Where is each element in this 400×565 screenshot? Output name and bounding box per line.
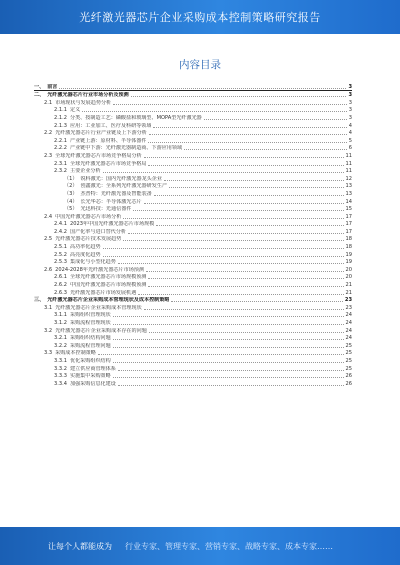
toc-entry-title: 分类、按制造工艺：磷酸盐和玻璃型、MOPA型光纤激光器: [69, 114, 202, 121]
toc-entry-page: 3: [348, 107, 352, 114]
toc-entry-page: 3: [348, 99, 352, 106]
toc-entry-page: 6: [348, 145, 352, 152]
toc-entry[interactable]: [34, 205, 352, 213]
toc-entry-page: 17: [345, 221, 352, 228]
toc-entry-page: 25: [345, 357, 352, 364]
toc-leader-dots: [156, 225, 343, 226]
toc-entry-title: 光迅科技：光通信器件: [80, 206, 132, 213]
toc-entry-number: 2.6.3: [54, 289, 67, 296]
toc-entry-page: 24: [345, 327, 352, 334]
toc-entry[interactable]: [34, 379, 352, 387]
toc-entry-number: 3.2: [44, 327, 53, 334]
toc-entry-title: 光纤激光器芯片行业市场分析及预测: [47, 92, 129, 99]
toc-leader-dots: [144, 309, 344, 310]
toc-entry-page: 26: [345, 380, 352, 387]
toc-leader-dots: [128, 233, 344, 234]
toc-leader-dots: [103, 248, 344, 249]
toc-entry[interactable]: [34, 113, 352, 121]
toc-leader-dots: [146, 271, 344, 272]
toc-entry-page: 24: [345, 335, 352, 342]
toc-leader-dots: [113, 347, 344, 348]
toc-entry-number: 3.3.4: [54, 380, 67, 387]
toc-entry-page: 25: [345, 342, 352, 349]
toc-entry-page: 21: [345, 289, 352, 296]
toc-entry-title: 锐科激光：国内光纤激光器龙头企业: [80, 175, 162, 182]
toc-entry-number: 一、: [34, 83, 45, 90]
toc-entry-number: 2.1.3: [54, 122, 67, 129]
toc-leader-dots: [154, 195, 344, 196]
toc-leader-dots: [59, 88, 346, 89]
toc-entry-number: 3.2.2: [54, 342, 67, 349]
toc-entry-number: 三、: [34, 297, 45, 304]
toc-entry-page: 4: [348, 130, 352, 137]
toc-leader-dots: [103, 256, 344, 257]
toc-leader-dots: [118, 370, 344, 371]
toc-entry-number: 2.5.1: [54, 244, 67, 251]
toc-entry-number: 3.2.1: [54, 335, 67, 342]
toc-entry-page: 20: [345, 274, 352, 281]
toc-leader-dots: [123, 218, 343, 219]
toc-entry-page: 18: [345, 236, 352, 243]
toc-leader-dots: [204, 119, 347, 120]
toc-entry-title: 实施集中采购策略: [69, 373, 111, 380]
toc-entry-number: 3.3.3: [54, 373, 67, 380]
toc-entry-title: 全球光纤激光器芯片市场竞争格局: [69, 160, 147, 167]
toc-entry-title: 中国光纤激光器芯片市场分析: [55, 213, 122, 220]
toc-entry-page: 12: [345, 175, 352, 182]
toc-entry-page: 21: [345, 282, 352, 289]
toc-entry-number: 2.3.2: [54, 168, 67, 175]
toc-entry-number: 2.1.1: [54, 107, 67, 114]
toc-entry-number: （5）: [64, 206, 78, 213]
toc-entry-number: 2.4.2: [54, 228, 67, 235]
toc-entry-page: 17: [345, 228, 352, 235]
toc-entry-title: 2023年中国光纤激光器芯片市场规模: [69, 221, 155, 228]
toc-leader-dots: [164, 180, 344, 181]
toc-entry-title: 杰普特：光纤激光器及智能装备: [80, 190, 152, 197]
toc-entry-number: 2.4.1: [54, 221, 67, 228]
toc-entry-number: 3.3.2: [54, 365, 67, 372]
toc-entry[interactable]: [34, 334, 352, 342]
footer-banner: [0, 527, 400, 565]
toc-entry-title: 采购流程管理现状: [69, 320, 111, 326]
toc-entry[interactable]: [34, 250, 352, 258]
toc-leader-dots: [148, 142, 346, 143]
toc-entry[interactable]: [34, 364, 352, 372]
toc-entry[interactable]: [34, 189, 352, 197]
toc-entry[interactable]: [34, 242, 352, 250]
toc-entry-page: 11: [345, 160, 352, 167]
toc-entry-number: 2.4: [44, 213, 53, 220]
toc-leader-dots: [148, 165, 343, 166]
toc-entry-title: 市场现状与发展趋势分析: [55, 99, 112, 106]
toc-leader-dots: [184, 149, 347, 150]
toc-entry-number: 2.2: [44, 130, 53, 137]
toc-entry-page: 3: [348, 92, 352, 99]
toc-entry[interactable]: [34, 372, 352, 380]
toc-entry-page: 13: [345, 183, 352, 190]
toc-entry[interactable]: [34, 167, 352, 175]
toc-entry-number: 2.5.3: [54, 259, 67, 266]
toc-entry-title: 国产化率与进口替代分析: [69, 228, 127, 235]
toc-entry-page: 11: [345, 168, 352, 175]
toc-leader-dots: [113, 316, 344, 317]
toc-entry[interactable]: [34, 129, 352, 137]
toc-entry-title: 集成化与小型化趋势: [69, 259, 116, 266]
toc-entry-title: 前言: [47, 83, 58, 90]
toc-leader-dots: [113, 362, 344, 363]
toc-leader-dots: [171, 301, 342, 302]
toc-entry-number: 2.2.1: [54, 137, 67, 144]
toc-entry-page: 3: [348, 83, 352, 90]
toc-entry[interactable]: [34, 265, 352, 273]
toc-entry[interactable]: [34, 82, 352, 91]
toc-entry-page: 23: [344, 297, 352, 304]
toc-entry[interactable]: [34, 197, 352, 205]
toc-entry[interactable]: [34, 182, 352, 190]
toc-entry-page: 13: [345, 190, 352, 197]
toc-leader-dots: [169, 187, 343, 188]
toc-leader-dots: [144, 157, 344, 158]
toc-entry-number: 2.5: [44, 236, 53, 243]
toc-entry-title: 加强采购信息化建设: [69, 380, 116, 387]
toc-entry-title: 光纤激光器芯片技术发展趋势: [55, 236, 122, 243]
toc-entry-number: 2.6.2: [54, 282, 67, 289]
toc-entry-number: 二、: [34, 92, 45, 99]
toc-entry-title: 长光华芯：半导体激光芯片: [80, 198, 142, 205]
toc-entry-page: 11: [345, 152, 352, 159]
toc-leader-dots: [138, 294, 343, 295]
toc-leader-dots: [148, 286, 343, 287]
toc-entry-title: 高功率化趋势: [69, 244, 101, 251]
toc-leader-dots: [131, 96, 347, 97]
toc-entry-page: 19: [345, 259, 352, 266]
toc-entry-number: 2.1.2: [54, 114, 67, 121]
toc-entry-page: 25: [345, 350, 352, 357]
toc-entry-title: 中国光纤激光器芯片市场规模预测: [69, 282, 147, 289]
toc-entry-number: 2.2.2: [54, 145, 67, 152]
toc-entry-page: 24: [345, 312, 352, 319]
toc-entry[interactable]: [34, 220, 352, 228]
toc-entry-title: 光纤激光器芯片企业采购成本管理现状: [55, 304, 142, 311]
toc-leader-dots: [113, 339, 344, 340]
table-of-contents: [34, 82, 352, 387]
toc-entry-number: 2.3: [44, 152, 53, 159]
toc-leader-dots: [153, 127, 346, 128]
toc-entry-page: 24: [345, 320, 352, 326]
toc-entry-number: 2.6: [44, 266, 53, 273]
toc-entry[interactable]: [34, 258, 352, 266]
toc-entry-title: 采购成本控制策略: [55, 350, 96, 357]
toc-entry-page: 15: [345, 206, 352, 213]
toc-entry[interactable]: [34, 212, 352, 220]
toc-entry[interactable]: [34, 136, 352, 144]
toc-entry[interactable]: [34, 311, 352, 319]
toc-entry-number: （4）: [64, 198, 78, 205]
toc-leader-dots: [148, 278, 343, 279]
toc-entry[interactable]: [34, 159, 352, 167]
toc-entry-page: 19: [345, 251, 352, 258]
toc-entry-title: 创鑫激光：全系列光纤激光器研发生产: [80, 183, 168, 190]
toc-entry-title: 主要企业分析: [69, 168, 101, 175]
toc-entry-page: 18: [345, 244, 352, 251]
toc-leader-dots: [149, 332, 344, 333]
toc-entry-number: （3）: [64, 190, 78, 197]
toc-entry-title: 光纤激光器芯片企业采购成本管理现状及成本控制策略: [47, 297, 170, 304]
toc-leader-dots: [123, 240, 343, 241]
footer-slogan: 让每个人都能成为: [48, 542, 112, 551]
toc-entry-title: 采购组织管理现状: [69, 312, 111, 319]
toc-entry-title: 定义: [69, 107, 81, 114]
toc-entry[interactable]: [34, 288, 352, 296]
toc-entry-number: 3.1.2: [54, 320, 67, 326]
toc-entry[interactable]: [34, 296, 352, 304]
toc-leader-dots: [144, 203, 344, 204]
footer-expert-list: 行业专家、管理专家、营销专家、战略专家、成本专家……: [125, 542, 333, 551]
toc-entry-title: 采购组织结构问题: [69, 335, 111, 342]
toc-heading: 内容目录: [179, 59, 221, 71]
toc-leader-dots: [98, 354, 344, 355]
toc-entry-page: 25: [345, 365, 352, 372]
toc-entry[interactable]: [34, 341, 352, 349]
toc-entry-number: 2.5.2: [54, 251, 67, 258]
toc-entry-number: （1）: [64, 175, 78, 182]
toc-entry-title: 2024-2028年光纤激光器芯片市场预测: [55, 266, 144, 273]
toc-entry[interactable]: [34, 227, 352, 235]
toc-entry[interactable]: [34, 356, 352, 364]
toc-entry[interactable]: [34, 106, 352, 114]
toc-leader-dots: [103, 172, 344, 173]
toc-entry-title: 光纤激光器芯片企业采购成本存在的问题: [55, 327, 147, 334]
toc-entry-title: 全球光纤激光器芯片市场竞争格局分析: [55, 152, 142, 159]
toc-entry-title: 高亮度化趋势: [69, 251, 101, 258]
toc-entry-page: 14: [345, 198, 352, 205]
toc-entry-number: 3.1: [44, 304, 53, 311]
toc-leader-dots: [133, 210, 343, 211]
toc-entry-title: 产业链中下游：光纤激光器制造商、下游应用领域: [69, 145, 183, 152]
toc-entry-page: 5: [348, 137, 352, 144]
toc-entry-title: 光纤激光器芯片市场发展机遇: [69, 289, 137, 296]
toc-entry-title: 建立供应商管理体系: [69, 365, 116, 372]
toc-entry[interactable]: [34, 98, 352, 106]
toc-entry-title: 优化采购组织结构: [69, 357, 111, 364]
toc-entry-page: 20: [345, 266, 352, 273]
toc-entry-number: （2）: [64, 183, 78, 190]
toc-entry-number: 2.3.1: [54, 160, 67, 167]
toc-leader-dots: [113, 104, 347, 105]
toc-entry[interactable]: [34, 121, 352, 129]
toc-leader-dots: [118, 263, 344, 264]
toc-entry-page: 26: [345, 373, 352, 380]
toc-entry-title: 全球光纤激光器芯片市场规模预测: [69, 274, 147, 281]
toc-entry-page: 4: [348, 122, 352, 129]
toc-entry-number: 2.1: [44, 99, 53, 106]
toc-entry[interactable]: [34, 349, 352, 357]
toc-entry[interactable]: [34, 273, 352, 281]
toc-entry-page: 23: [345, 304, 352, 311]
toc-entry-title: 光纤激光器芯片行业产业链及上下游分析: [55, 130, 147, 137]
toc-entry[interactable]: [34, 280, 352, 288]
toc-leader-dots: [149, 134, 347, 135]
header-banner: [0, 0, 400, 34]
toc-entry[interactable]: [34, 91, 352, 99]
toc-entry-title: 应用：工业加工、医疗及科研等领域: [69, 122, 152, 129]
toc-entry-page: 17: [345, 213, 352, 220]
toc-entry[interactable]: [34, 303, 352, 311]
toc-entry-page: 3: [348, 114, 352, 121]
toc-entry-number: 3.3.1: [54, 357, 67, 364]
toc-entry-number: 2.6.1: [54, 274, 67, 281]
report-title: 光纤激光器芯片企业采购成本控制策略研究报告: [79, 11, 321, 24]
toc-leader-dots: [82, 111, 347, 112]
toc-entry[interactable]: [34, 318, 352, 326]
toc-leader-dots: [113, 324, 344, 325]
toc-entry[interactable]: [34, 144, 352, 152]
toc-leader-dots: [118, 385, 344, 386]
toc-entry-number: 3.1.1: [54, 312, 67, 319]
toc-entry[interactable]: [34, 235, 352, 243]
toc-entry[interactable]: [34, 326, 352, 334]
toc-entry-title: 采购流程管理问题: [69, 342, 111, 349]
toc-entry-title: 产业链上游：原材料、半导体器件: [69, 137, 147, 144]
toc-entry[interactable]: [34, 174, 352, 182]
toc-entry-number: 3.3: [44, 350, 53, 357]
toc-leader-dots: [113, 377, 344, 378]
toc-entry[interactable]: [34, 151, 352, 159]
